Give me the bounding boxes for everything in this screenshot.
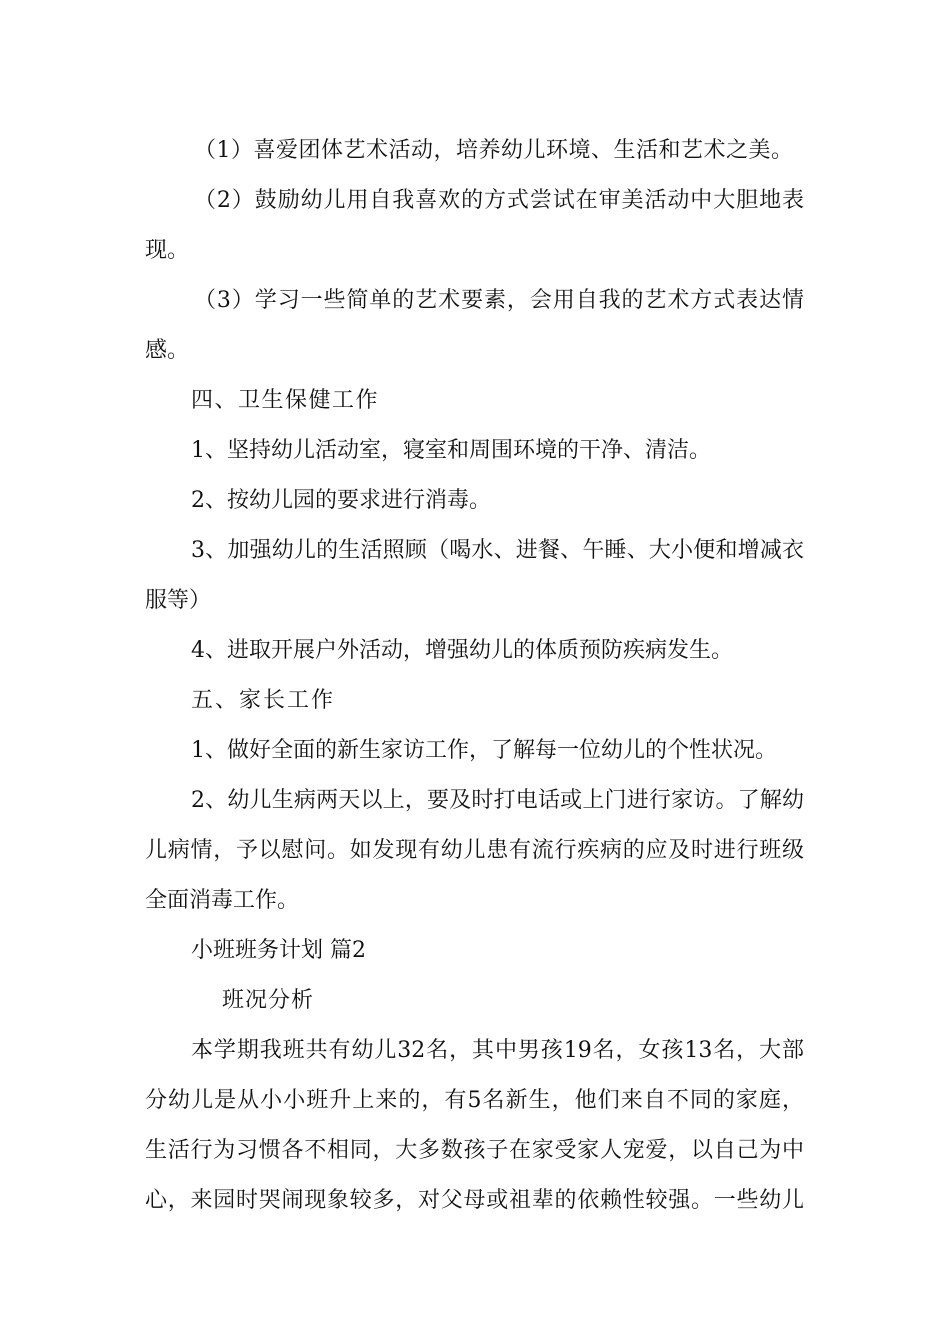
paragraph-line: 现。 bbox=[145, 238, 190, 263]
document-heading: 小班班务计划 篇2 bbox=[191, 938, 366, 963]
paragraph-line: 服等） bbox=[145, 588, 212, 613]
paragraph-line: 全面消毒工作。 bbox=[145, 888, 300, 913]
paragraph-line: 感。 bbox=[145, 338, 190, 363]
paragraph-line: 1、坚持幼儿活动室，寝室和周围环境的干净、清洁。 bbox=[191, 438, 711, 463]
paragraph-line: 儿病情，予以慰问。如发现有幼儿患有流行疾病的应及时进行班级 bbox=[145, 838, 804, 863]
paragraph-line: （2）鼓励幼儿用自我喜欢的方式尝试在审美活动中大胆地表 bbox=[194, 188, 804, 213]
paragraph-line: （3）学习一些简单的艺术要素，会用自我的艺术方式表达情 bbox=[194, 288, 804, 313]
section-heading: 五、家长工作 bbox=[191, 688, 336, 713]
paragraph-line: 本学期我班共有幼儿32名，其中男孩19名，女孩13名，大部 bbox=[191, 1038, 804, 1063]
paragraph-line: 1、做好全面的新生家访工作，了解每一位幼儿的个性状况。 bbox=[191, 738, 777, 763]
section-heading: 四、卫生保健工作 bbox=[191, 388, 380, 413]
paragraph-line: 分幼儿是从小小班升上来的，有5名新生，他们来自不同的家庭， bbox=[145, 1088, 804, 1113]
section-heading: 班况分析 bbox=[222, 988, 315, 1013]
paragraph-line: 2、按幼儿园的要求进行消毒。 bbox=[191, 488, 491, 513]
paragraph-line: 3、加强幼儿的生活照顾（喝水、进餐、午睡、大小便和增减衣 bbox=[191, 538, 804, 563]
paragraph-line: 4、进取开展户外活动，增强幼儿的体质预防疾病发生。 bbox=[191, 638, 733, 663]
paragraph-line: 生活行为习惯各不相同，大多数孩子在家受家人宠爱，以自己为中 bbox=[145, 1138, 804, 1163]
paragraph-line: 2、幼儿生病两天以上，要及时打电话或上门进行家访。了解幼 bbox=[191, 788, 804, 813]
paragraph-line: 心，来园时哭闹现象较多，对父母或祖辈的依赖性较强。一些幼儿 bbox=[145, 1188, 804, 1213]
paragraph-line: （1）喜爱团体艺术活动，培养幼儿环境、生活和艺术之美。 bbox=[194, 138, 794, 163]
